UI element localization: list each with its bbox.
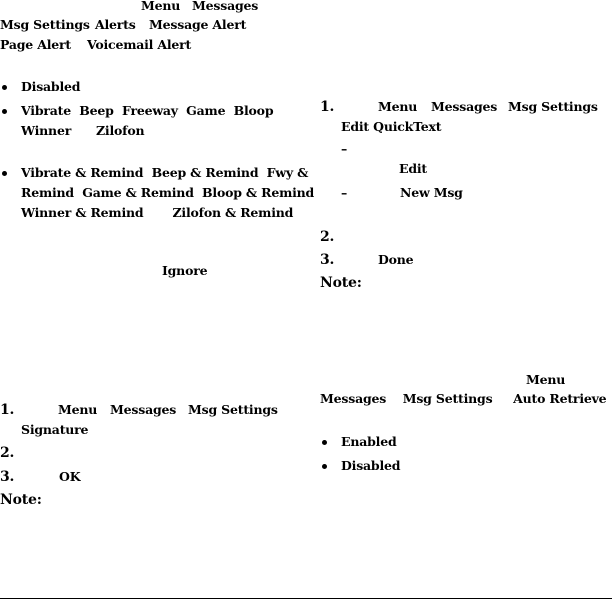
- menu-label: Menu: [141, 0, 181, 13]
- option-disabled: Disabled: [21, 79, 81, 94]
- option-enabled: Enabled: [341, 434, 397, 449]
- ok-label: OK: [59, 469, 81, 484]
- ringer-options-row1: Vibrate Beep Freeway Game Bloop: [21, 103, 274, 118]
- menu-label: Menu: [378, 99, 418, 114]
- ignore-label: Ignore: [162, 263, 208, 278]
- auto-retrieve-path: Messages Msg Settings Auto Retrieve: [320, 391, 607, 406]
- messages-label: Messages: [110, 402, 177, 417]
- signature-label: Signature: [21, 422, 89, 437]
- step-number: 3.: [320, 252, 335, 268]
- step-number: 3.: [0, 469, 15, 485]
- alerts-label: Alerts: [95, 17, 136, 32]
- step-number: 1.: [320, 99, 335, 115]
- footer-rule: [0, 598, 612, 599]
- bullet-icon: [2, 85, 7, 90]
- note-label: Note:: [0, 492, 42, 508]
- remind-options-row3: Winner & Remind Zilofon & Remind: [21, 205, 294, 220]
- step-number: 2.: [0, 445, 15, 461]
- msg-settings-label: Msg Settings: [0, 17, 90, 32]
- step-number: 2.: [320, 229, 335, 245]
- menu-label: Menu: [58, 402, 98, 417]
- ringer-options-row2: Winner Zilofon: [21, 123, 145, 138]
- option-disabled: Disabled: [341, 458, 401, 473]
- edit-quicktext-label: Edit QuickText: [341, 119, 442, 134]
- msg-settings-label: Msg Settings: [188, 402, 278, 417]
- messages-label: Messages: [192, 0, 259, 13]
- msg-settings-label: Msg Settings: [508, 99, 598, 114]
- menu-label: Menu: [526, 372, 566, 387]
- remind-options-row2: Remind Game & Remind Bloop & Remind: [21, 185, 315, 200]
- step-number: 1.: [0, 402, 15, 418]
- bullet-icon: [322, 464, 327, 469]
- voicemail-alert-label: Voicemail Alert: [87, 37, 192, 52]
- dash: –: [341, 185, 348, 200]
- remind-options-row1: Vibrate & Remind Beep & Remind Fwy &: [21, 165, 309, 180]
- note-label: Note:: [320, 275, 362, 291]
- messages-label: Messages: [431, 99, 498, 114]
- page-alert-label: Page Alert: [0, 37, 71, 52]
- edit-label: Edit: [399, 161, 427, 176]
- message-alert-label: Message Alert: [149, 17, 247, 32]
- new-msg-label: New Msg: [400, 185, 463, 200]
- bullet-icon: [2, 109, 7, 114]
- done-label: Done: [378, 252, 414, 267]
- bullet-icon: [322, 440, 327, 445]
- dash: –: [341, 141, 348, 156]
- bullet-icon: [2, 171, 7, 176]
